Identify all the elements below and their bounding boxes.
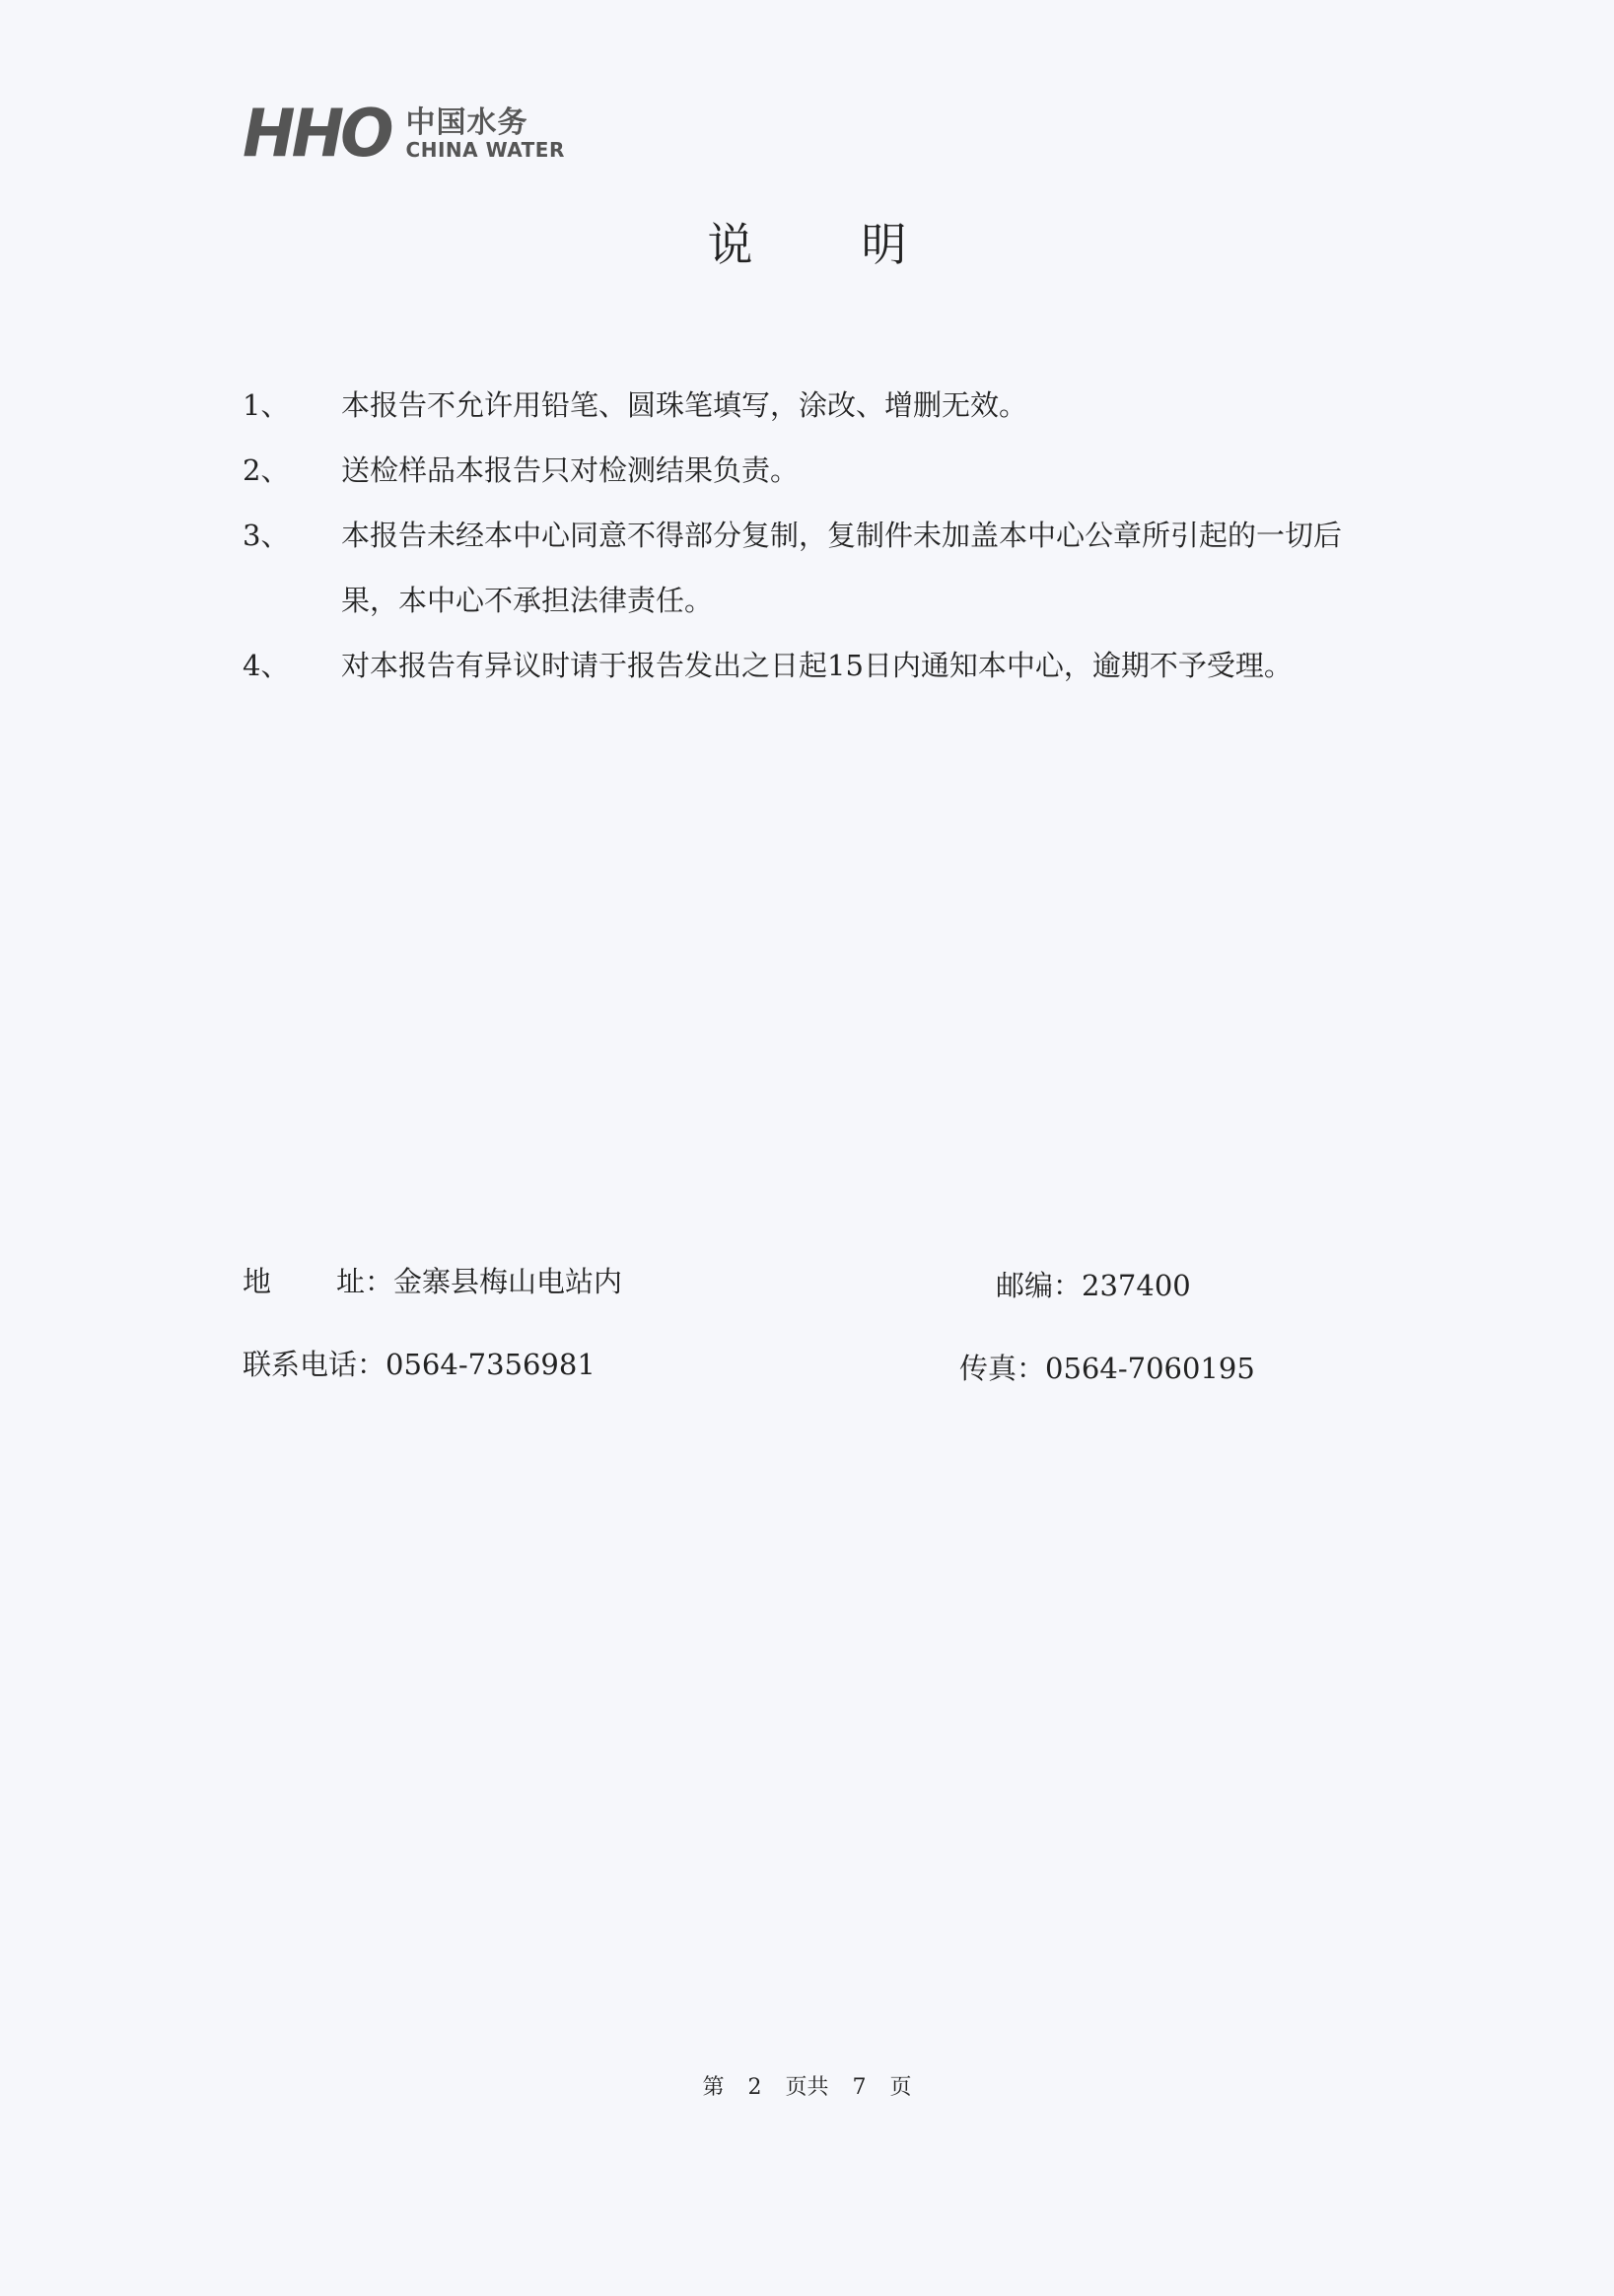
note-text: 本报告不允许用铅笔、圆珠笔填写，涂改、增删无效。: [341, 388, 1028, 422]
page-title: 说明: [707, 218, 1016, 271]
phone-value: 0564-7356981: [386, 1348, 596, 1381]
footer-suffix: 页: [889, 2075, 912, 2100]
logo-chinese-name: 中国水务: [405, 105, 528, 141]
address-block: [243, 1260, 622, 1300]
logo-text: [406, 107, 565, 161]
phone-label: 联系电话：: [243, 1348, 386, 1381]
postcode-label: 邮编：: [996, 1269, 1083, 1302]
note-text: 送检样品本报告只对检测结果负责。: [341, 453, 800, 487]
note-number: 2、: [243, 453, 290, 487]
footer-total: 7: [852, 2075, 867, 2100]
note-item: [243, 503, 1386, 633]
company-logo: [243, 96, 565, 173]
postcode-block: [996, 1264, 1191, 1304]
postcode-value: 237400: [1082, 1269, 1191, 1302]
note-item: [243, 438, 1386, 503]
fax-label: 传真：: [959, 1352, 1046, 1385]
phone-row: [0, 1343, 1614, 1392]
fax-block: [959, 1347, 1255, 1387]
address-label-part1: 地: [243, 1265, 272, 1298]
address-label-part2: 址：: [336, 1265, 394, 1298]
address-value: 金寨县梅山电站内: [393, 1265, 623, 1298]
note-number: 1、: [243, 388, 290, 422]
footer-prefix: 第: [702, 2075, 725, 2100]
footer-page: 2: [747, 2075, 762, 2100]
address-row: [0, 1260, 1614, 1309]
page-number-footer: [0, 2070, 1614, 2101]
fax-value: 0564-7060195: [1045, 1352, 1255, 1385]
footer-middle: 页共: [785, 2075, 829, 2100]
logo-english-name: CHINA WATER: [405, 137, 565, 162]
note-number: 3、: [243, 519, 290, 552]
phone-block: [243, 1343, 596, 1383]
note-text: 对本报告有异议时请于报告发出之日起15日内通知本中心，逾期不予受理。: [341, 649, 1293, 682]
note-text: 本报告未经本中心同意不得部分复制，复制件未加盖本中心公章所引起的一切后果，本中心不承担法律责任。: [341, 519, 1343, 617]
note-item: [243, 373, 1386, 438]
logo-mark: HHO: [243, 96, 390, 173]
note-item: [243, 633, 1386, 698]
notes-list: [243, 373, 1386, 698]
note-number: 4、: [243, 649, 290, 682]
